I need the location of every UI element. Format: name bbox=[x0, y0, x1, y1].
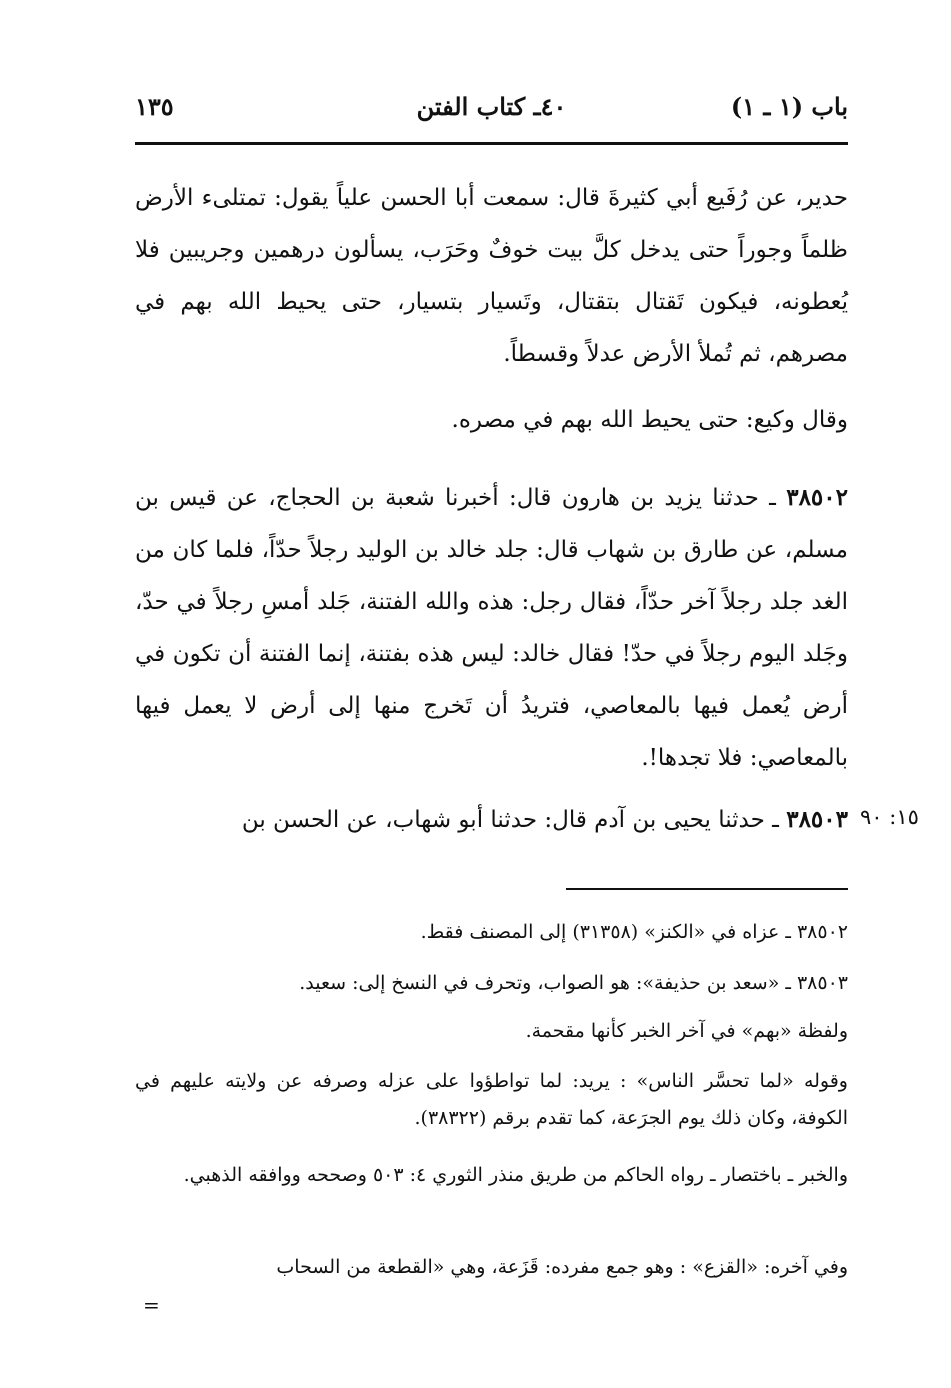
chapter-title: باب (١ ـ ١) bbox=[730, 92, 848, 121]
footnote-note: والخبر ـ باختصار ـ رواه الحاكم من طريق منذر الثوري ٤: ٥٠٣ وصححه ووافقه الذهبي. bbox=[183, 1164, 848, 1186]
header-rule bbox=[135, 142, 848, 145]
book-title: ٤٠ـ كتاب الفتن bbox=[416, 92, 567, 121]
hadith-number: ٣٨٥٠٢ bbox=[786, 484, 848, 511]
margin-reference: ١٥: ٩٠ bbox=[860, 805, 919, 829]
hadith-38502 bbox=[135, 472, 848, 784]
footnote-38503: ٣٨٥٠٣ ـ «سعد بن حذيفة»: هو الصواب، وتحرف في النسخ إلى: سعيد. bbox=[299, 972, 848, 994]
footnote-rule bbox=[566, 888, 848, 890]
paragraph-continued: حدير، عن رُفَيع أبي كثيرةَ قال: سمعت أبا الحسن علياً يقول: تمتلىء الأرض ظلماً وجوراً حتى يدخل كلَّ بيت خوفٌ وحَرَب، يسألون درهمين وجريبين فلا يُعطونه، فيكون تَقتال بتقتال، وتَسيار بتسيار، حتى يحيط الله بهم في مصرهم، ثم تُملأ الأرض عدلاً وقسطاً. bbox=[135, 185, 848, 367]
page-number: ١٣٥ bbox=[135, 92, 174, 121]
paragraph-waki: وقال وكيع: حتى يحيط الله بهم في مصره. bbox=[451, 407, 848, 433]
hadith-number: ٣٨٥٠٣ bbox=[786, 806, 848, 833]
footnote-note: ولفظة «بهم» في آخر الخبر كأنها مقحمة. bbox=[525, 1020, 848, 1042]
hadith-text: ـ حدثنا يزيد بن هارون قال: أخبرنا شعبة بن الحجاج، عن قيس بن مسلم، عن طارق بن شهاب قال: جلد خالد بن الوليد رجلاً حدّاً، فلما كان من الغد جلد رجلاً آخر حدّاً، فقال رجل: هذه والله الفتنة، جَلد أمسِ رجلاً في حدّ، وجَلد اليوم رجلاً في حدّ! فقال خالد: ليس هذه بفتنة، إنما الفتنة أن تكون في أرض يُعمل فيها بالمعاصي، فتريدُ أن تَخرج منها إلى أرض لا يعمل فيها بالمعاصي: فلا تجدها!. bbox=[135, 485, 848, 771]
hadith-38503 bbox=[135, 794, 848, 846]
page-header bbox=[135, 92, 848, 132]
hadith-text: ـ حدثنا يحيى بن آدم قال: حدثنا أبو شهاب، عن الحسن بن bbox=[241, 807, 787, 833]
footnote-38502: ٣٨٥٠٢ ـ عزاه في «الكنز» (٣١٣٥٨) إلى المصنف فقط. bbox=[420, 921, 848, 943]
continuation-mark: = bbox=[143, 1293, 160, 1317]
footnote-note: وفي آخره: «القزع» : وهو جمع مفرده: قَزَعة، وهي «القطعة من السحاب bbox=[276, 1256, 848, 1278]
footnote-note: وقوله «لما تحسَّر الناس» : يريد: لما تواطؤوا على عزله وصرفه عن ولايته عليهم في الكوفة، وكان ذلك يوم الجرَعة، كما تقدم برقم (٣٨٣٢٢). bbox=[135, 1070, 848, 1129]
